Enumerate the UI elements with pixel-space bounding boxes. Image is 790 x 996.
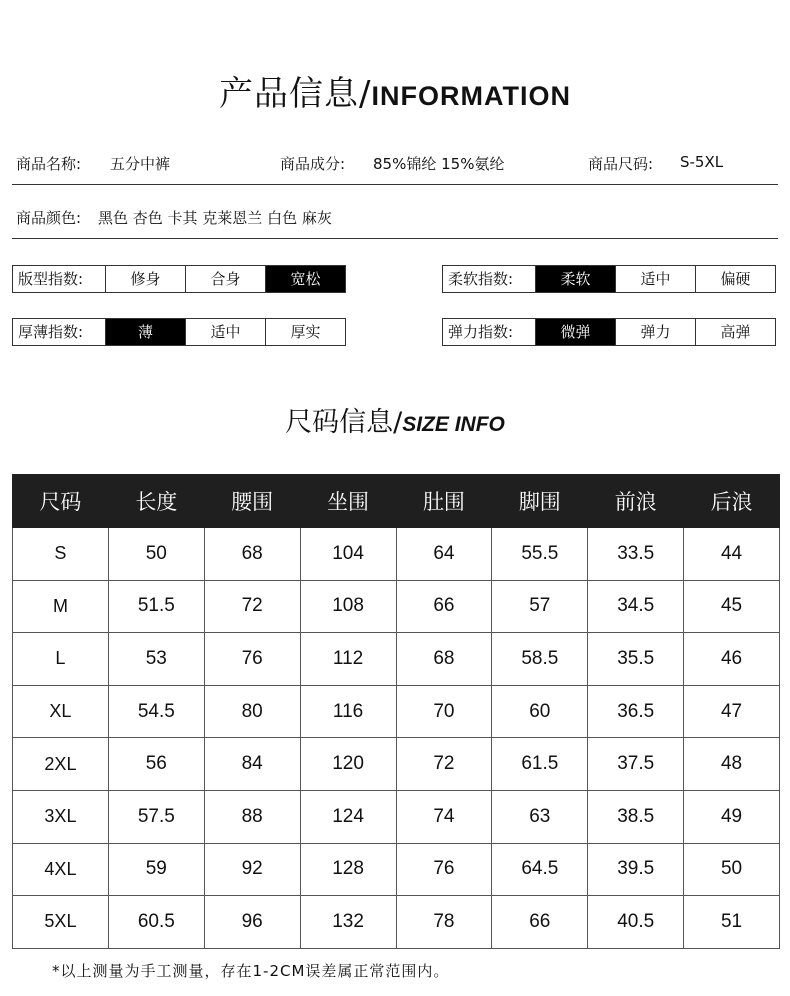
- table-row: [13, 738, 780, 791]
- table-cell: 38.5: [588, 790, 684, 843]
- size-cell: 2XL: [13, 738, 109, 791]
- column-header: 后浪: [684, 475, 780, 528]
- size-cell: M: [13, 580, 109, 633]
- table-cell: 72: [204, 580, 300, 633]
- table-cell: 47: [684, 685, 780, 738]
- table-cell: 58.5: [492, 633, 588, 686]
- column-header: 长度: [108, 475, 204, 528]
- table-cell: 128: [300, 843, 396, 896]
- table-cell: 78: [396, 896, 492, 949]
- table-cell: 76: [396, 843, 492, 896]
- table-cell: 59: [108, 843, 204, 896]
- table-cell: 92: [204, 843, 300, 896]
- table-cell: 53: [108, 633, 204, 686]
- table-cell: 74: [396, 790, 492, 843]
- size-value: S-5XL: [680, 153, 724, 171]
- table-cell: 33.5: [588, 528, 684, 581]
- name-value: 五分中裤: [110, 155, 171, 173]
- table-cell: 50: [108, 528, 204, 581]
- size-cell: L: [13, 633, 109, 686]
- elasticity-option: 高弹: [695, 319, 775, 345]
- fit-index: [12, 265, 346, 293]
- table-cell: 66: [396, 580, 492, 633]
- column-header: 坐围: [300, 475, 396, 528]
- table-cell: 49: [684, 790, 780, 843]
- table-cell: 54.5: [108, 685, 204, 738]
- table-cell: 51: [684, 896, 780, 949]
- table-cell: 70: [396, 685, 492, 738]
- table-cell: 64: [396, 528, 492, 581]
- table-cell: 57: [492, 580, 588, 633]
- thickness-index: [12, 318, 346, 346]
- table-cell: 34.5: [588, 580, 684, 633]
- table-cell: 60: [492, 685, 588, 738]
- table-cell: 124: [300, 790, 396, 843]
- divider: [12, 238, 778, 239]
- measurement-note: *以上测量为手工测量，存在1-2CM误差属正常范围内。: [52, 962, 450, 980]
- table-cell: 68: [204, 528, 300, 581]
- thickness-option: 厚实: [265, 319, 345, 345]
- elasticity-index: [442, 318, 776, 346]
- table-cell: 39.5: [588, 843, 684, 896]
- table-cell: 80: [204, 685, 300, 738]
- page-title: [0, 66, 790, 115]
- elasticity-option: 微弹: [535, 319, 615, 345]
- table-cell: 120: [300, 738, 396, 791]
- table-cell: 68: [396, 633, 492, 686]
- table-cell: 66: [492, 896, 588, 949]
- size-cell: 3XL: [13, 790, 109, 843]
- elasticity-option: 弹力: [615, 319, 695, 345]
- softness-index: [442, 265, 776, 293]
- table-cell: 37.5: [588, 738, 684, 791]
- table-row: [13, 528, 780, 581]
- table-cell: 63: [492, 790, 588, 843]
- table-row: [13, 580, 780, 633]
- table-cell: 35.5: [588, 633, 684, 686]
- elasticity-index-label: 弹力指数:: [448, 323, 514, 341]
- table-row: [13, 790, 780, 843]
- fit-option: 宽松: [265, 266, 345, 292]
- table-cell: 51.5: [108, 580, 204, 633]
- table-cell: 60.5: [108, 896, 204, 949]
- size-title-en: SIZE INFO: [402, 413, 505, 436]
- size-info-heading: [0, 400, 790, 439]
- table-row: [13, 633, 780, 686]
- softness-option: 柔软: [535, 266, 615, 292]
- table-cell: 36.5: [588, 685, 684, 738]
- column-header: 前浪: [588, 475, 684, 528]
- size-cell: 5XL: [13, 896, 109, 949]
- table-cell: 61.5: [492, 738, 588, 791]
- thickness-index-label: 厚薄指数:: [18, 323, 84, 341]
- color-value: 黑色 杏色 卡其 克莱恩兰 白色 麻灰: [98, 209, 332, 227]
- softness-option: 适中: [615, 266, 695, 292]
- table-cell: 40.5: [588, 896, 684, 949]
- table-cell: 72: [396, 738, 492, 791]
- fit-option: 合身: [185, 266, 265, 292]
- table-cell: 56: [108, 738, 204, 791]
- title-en: INFORMATION: [371, 81, 571, 111]
- softness-index-label: 柔软指数:: [448, 270, 514, 288]
- table-cell: 108: [300, 580, 396, 633]
- table-cell: 104: [300, 528, 396, 581]
- fit-option: 修身: [105, 266, 185, 292]
- table-cell: 132: [300, 896, 396, 949]
- size-cell: XL: [13, 685, 109, 738]
- table-cell: 55.5: [492, 528, 588, 581]
- name-label: 商品名称:: [16, 155, 82, 173]
- table-cell: 76: [204, 633, 300, 686]
- fit-index-label: 版型指数:: [18, 270, 84, 288]
- material-value: 85%锦纶 15%氨纶: [373, 155, 505, 173]
- size-cell: 4XL: [13, 843, 109, 896]
- title-cn: 产品信息/: [219, 74, 372, 114]
- table-row: [13, 685, 780, 738]
- softness-option: 偏硬: [695, 266, 775, 292]
- table-row: [13, 896, 780, 949]
- table-cell: 45: [684, 580, 780, 633]
- column-header: 脚围: [492, 475, 588, 528]
- table-cell: 88: [204, 790, 300, 843]
- divider: [12, 184, 778, 185]
- table-header-row: [13, 475, 780, 528]
- table-cell: 46: [684, 633, 780, 686]
- table-cell: 50: [684, 843, 780, 896]
- table-cell: 84: [204, 738, 300, 791]
- size-table: [12, 474, 780, 949]
- table-row: [13, 843, 780, 896]
- material-label: 商品成分:: [280, 155, 346, 173]
- table-cell: 64.5: [492, 843, 588, 896]
- table-cell: 44: [684, 528, 780, 581]
- size-label: 商品尺码:: [588, 155, 654, 173]
- table-cell: 112: [300, 633, 396, 686]
- column-header: 腰围: [204, 475, 300, 528]
- thickness-option: 适中: [185, 319, 265, 345]
- thickness-option: 薄: [105, 319, 185, 345]
- table-cell: 48: [684, 738, 780, 791]
- table-cell: 96: [204, 896, 300, 949]
- color-label: 商品颜色:: [16, 209, 82, 227]
- table-cell: 57.5: [108, 790, 204, 843]
- size-cell: S: [13, 528, 109, 581]
- column-header: 尺码: [13, 475, 109, 528]
- table-cell: 116: [300, 685, 396, 738]
- column-header: 肚围: [396, 475, 492, 528]
- size-title-cn: 尺码信息/: [285, 407, 403, 438]
